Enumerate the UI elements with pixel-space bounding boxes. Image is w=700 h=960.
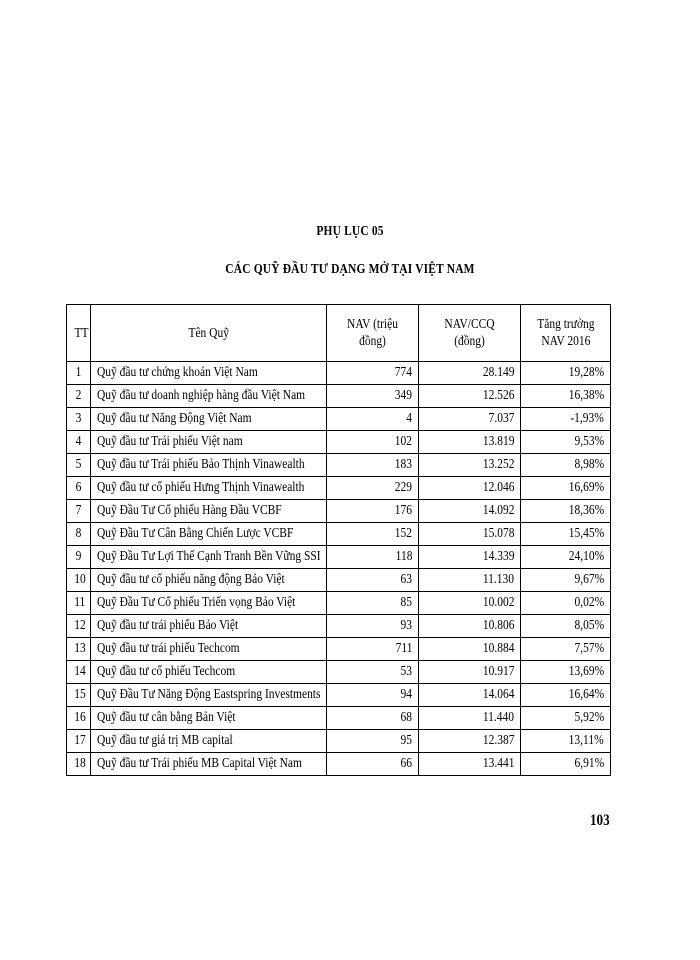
header-nav-text: NAV (triệu đồng)	[347, 317, 398, 349]
row-number: 4	[75, 434, 82, 449]
fund-name-cell	[91, 500, 327, 523]
fund-nav-cell	[327, 684, 419, 707]
fund-nav-growth-cell	[521, 431, 611, 454]
fund-nav-growth: 19,28%	[568, 365, 604, 380]
fund-name-cell	[91, 615, 327, 638]
fund-nav-per-unit: 28.149	[482, 365, 514, 380]
fund-nav-growth: 8,05%	[574, 618, 604, 633]
fund-nav: 85	[400, 595, 412, 610]
fund-name-cell	[91, 477, 327, 500]
fund-nav-per-unit-cell	[419, 546, 521, 569]
fund-name-cell	[91, 362, 327, 385]
fund-nav-per-unit-cell	[419, 707, 521, 730]
header-tt-text: TT	[74, 325, 89, 341]
fund-name-cell	[91, 385, 327, 408]
fund-nav-cell	[327, 500, 419, 523]
fund-nav: 102	[394, 434, 412, 449]
fund-nav-growth: 16,64%	[568, 687, 604, 702]
fund-name: Quỹ đầu tư giá trị MB capital	[97, 733, 233, 748]
funds-table	[66, 304, 611, 776]
fund-nav-per-unit-cell	[419, 615, 521, 638]
table-body	[67, 362, 611, 776]
fund-name-cell	[91, 523, 327, 546]
row-number-cell	[67, 431, 91, 454]
fund-nav-per-unit-cell	[419, 500, 521, 523]
fund-nav-per-unit: 12.526	[482, 388, 514, 403]
fund-nav-per-unit-cell	[419, 638, 521, 661]
fund-nav: 152	[394, 526, 412, 541]
header-nav-ccq-text: NAV/CCQ (đồng)	[444, 317, 495, 349]
fund-nav-growth-cell	[521, 385, 611, 408]
appendix-title: PHỤ LỤC 05	[316, 224, 384, 239]
row-number-cell	[67, 454, 91, 477]
table-row	[67, 385, 611, 408]
fund-name: Quỹ đầu tư chứng khoán Việt Nam	[97, 365, 258, 380]
row-number-cell	[67, 684, 91, 707]
fund-nav-cell	[327, 592, 419, 615]
fund-nav: 711	[395, 641, 412, 656]
fund-name: Quỹ đầu tư Trái phiếu Việt nam	[97, 434, 243, 449]
row-number-cell	[67, 753, 91, 776]
fund-name: Quỹ Đầu Tư Cổ phiếu Hàng Đầu VCBF	[97, 503, 282, 518]
fund-name: Quỹ đầu tư cân bằng Bản Việt	[97, 710, 236, 725]
fund-nav-per-unit: 10.884	[482, 641, 514, 656]
fund-name: Quỹ đầu tư trái phiếu Bảo Việt	[97, 618, 239, 633]
fund-nav-per-unit: 13.252	[482, 457, 514, 472]
table-row	[67, 730, 611, 753]
table-row	[67, 638, 611, 661]
row-number: 16	[74, 710, 86, 725]
table-row	[67, 546, 611, 569]
fund-nav-per-unit: 14.339	[482, 549, 514, 564]
table-row	[67, 684, 611, 707]
fund-name: Quỹ đầu tư Trái phiếu MB Capital Việt Nam	[97, 756, 302, 771]
fund-nav-per-unit-cell	[419, 454, 521, 477]
fund-nav-growth-cell	[521, 362, 611, 385]
fund-nav: 93	[400, 618, 412, 633]
fund-nav: 774	[394, 365, 412, 380]
fund-nav-per-unit-cell	[419, 684, 521, 707]
row-number-cell	[67, 569, 91, 592]
row-number: 13	[74, 641, 86, 656]
row-number-cell	[67, 477, 91, 500]
row-number: 10	[74, 572, 86, 587]
fund-nav-per-unit-cell	[419, 569, 521, 592]
fund-name: Quỹ đầu tư cổ phiếu Techcom	[97, 664, 236, 679]
row-number-cell	[67, 385, 91, 408]
fund-name: Quỹ Đầu Tư Năng Động Eastspring Investments	[97, 687, 321, 702]
row-number: 9	[75, 549, 82, 564]
fund-name-cell	[91, 431, 327, 454]
fund-nav-per-unit-cell	[419, 661, 521, 684]
fund-nav-growth-cell	[521, 500, 611, 523]
fund-nav: 4	[406, 411, 412, 426]
fund-name-cell	[91, 661, 327, 684]
fund-nav-growth: 9,67%	[574, 572, 604, 587]
fund-name: Quỹ Đầu Tư Lợi Thế Cạnh Tranh Bền Vững SSI	[97, 549, 321, 564]
page-number: 103	[590, 812, 610, 829]
row-number: 12	[74, 618, 86, 633]
fund-nav-growth: 0,02%	[574, 595, 604, 610]
fund-nav-growth: 24,10%	[568, 549, 604, 564]
row-number-cell	[67, 362, 91, 385]
fund-nav-per-unit: 12.387	[482, 733, 514, 748]
table-row	[67, 569, 611, 592]
header-growth-line2: NAV 2016	[540, 334, 591, 349]
fund-name: Quỹ Đầu Tư Cân Bằng Chiến Lược VCBF	[97, 526, 294, 541]
fund-nav-per-unit-cell	[419, 730, 521, 753]
fund-nav-cell	[327, 707, 419, 730]
fund-nav-growth-cell	[521, 523, 611, 546]
fund-nav-growth-cell	[521, 753, 611, 776]
fund-nav-growth: 13,69%	[568, 664, 604, 679]
table-title: CÁC QUỸ ĐẦU TƯ DẠNG MỞ TẠI VIỆT NAM	[225, 262, 475, 277]
fund-nav-per-unit: 13.441	[482, 756, 514, 771]
fund-nav-per-unit-cell	[419, 523, 521, 546]
fund-nav-growth-cell	[521, 569, 611, 592]
fund-name-cell	[91, 592, 327, 615]
fund-nav-growth-cell	[521, 546, 611, 569]
table-row	[67, 523, 611, 546]
fund-nav-cell	[327, 523, 419, 546]
fund-nav-cell	[327, 477, 419, 500]
fund-name: Quỹ đầu tư cổ phiếu năng động Bảo Việt	[97, 572, 285, 587]
fund-nav-per-unit-cell	[419, 362, 521, 385]
table-row	[67, 592, 611, 615]
fund-name: Quỹ đầu tư doanh nghiệp hàng đầu Việt Nam	[97, 388, 306, 403]
fund-nav-per-unit-cell	[419, 477, 521, 500]
fund-nav-growth: 5,92%	[574, 710, 604, 725]
header-growth	[521, 305, 611, 362]
fund-nav: 118	[395, 549, 412, 564]
fund-nav-growth: 16,38%	[568, 388, 604, 403]
fund-nav: 95	[400, 733, 412, 748]
fund-name: Quỹ đầu tư Trái phiếu Bảo Thịnh Vinawealth	[97, 457, 305, 472]
fund-nav-per-unit: 11.440	[482, 710, 514, 725]
row-number-cell	[67, 546, 91, 569]
fund-nav-per-unit: 13.819	[482, 434, 514, 449]
row-number: 18	[74, 756, 86, 771]
fund-nav-cell	[327, 431, 419, 454]
row-number: 7	[75, 503, 82, 518]
fund-nav: 176	[394, 503, 412, 518]
row-number-cell	[67, 730, 91, 753]
table-row	[67, 615, 611, 638]
fund-name-cell	[91, 569, 327, 592]
fund-name-cell	[91, 454, 327, 477]
fund-nav-growth: 6,91%	[574, 756, 604, 771]
fund-name-cell	[91, 730, 327, 753]
fund-name: Quỹ đầu tư Năng Động Việt Nam	[97, 411, 252, 426]
fund-nav-per-unit: 10.002	[482, 595, 514, 610]
fund-nav-per-unit-cell	[419, 408, 521, 431]
fund-name: Quỹ đầu tư cổ phiếu Hưng Thịnh Vinawealth	[97, 480, 305, 495]
row-number: 1	[75, 365, 82, 380]
fund-nav-growth-cell	[521, 477, 611, 500]
row-number: 15	[74, 687, 86, 702]
fund-nav-per-unit: 7.037	[488, 411, 514, 426]
fund-nav-cell	[327, 569, 419, 592]
row-number: 6	[75, 480, 82, 495]
row-number-cell	[67, 638, 91, 661]
fund-nav-growth-cell	[521, 454, 611, 477]
fund-nav-per-unit-cell	[419, 753, 521, 776]
fund-nav-cell	[327, 362, 419, 385]
header-nav	[327, 305, 419, 362]
table-row	[67, 477, 611, 500]
fund-nav: 68	[400, 710, 412, 725]
fund-nav-per-unit: 12.046	[482, 480, 514, 495]
fund-nav-per-unit: 14.092	[482, 503, 514, 518]
table-header-row	[67, 305, 611, 362]
fund-nav-per-unit: 14.064	[482, 687, 514, 702]
fund-nav-per-unit: 11.130	[482, 572, 514, 587]
fund-name-cell	[91, 638, 327, 661]
fund-nav-per-unit: 15.078	[482, 526, 514, 541]
fund-nav-growth-cell	[521, 730, 611, 753]
row-number-cell	[67, 661, 91, 684]
fund-nav-cell	[327, 408, 419, 431]
fund-nav-growth: 9,53%	[574, 434, 604, 449]
row-number: 8	[75, 526, 82, 541]
fund-name-cell	[91, 707, 327, 730]
row-number: 17	[74, 733, 86, 748]
fund-nav-growth-cell	[521, 638, 611, 661]
row-number-cell	[67, 592, 91, 615]
fund-nav-growth-cell	[521, 615, 611, 638]
fund-nav: 66	[400, 756, 412, 771]
fund-name-cell	[91, 546, 327, 569]
fund-name-cell	[91, 408, 327, 431]
fund-nav-growth-cell	[521, 707, 611, 730]
fund-nav-per-unit: 10.917	[482, 664, 514, 679]
row-number-cell	[67, 523, 91, 546]
row-number-cell	[67, 500, 91, 523]
table-row	[67, 408, 611, 431]
table-row	[67, 707, 611, 730]
fund-nav-growth-cell	[521, 661, 611, 684]
table-row	[67, 753, 611, 776]
fund-name-cell	[91, 684, 327, 707]
row-number: 11	[74, 595, 86, 610]
fund-name-cell	[91, 753, 327, 776]
header-name-text: Tên Quỹ	[188, 325, 229, 341]
fund-nav-per-unit: 10.806	[482, 618, 514, 633]
fund-nav-growth-cell	[521, 592, 611, 615]
fund-nav-cell	[327, 454, 419, 477]
header-growth-line1: Tăng trưởng	[536, 317, 595, 332]
row-number-cell	[67, 707, 91, 730]
fund-nav-growth: 13,11%	[569, 733, 604, 748]
fund-nav-growth: -1,93%	[570, 411, 604, 426]
fund-nav-cell	[327, 546, 419, 569]
row-number: 3	[75, 411, 82, 426]
table-row	[67, 431, 611, 454]
header-nav-ccq	[419, 305, 521, 362]
fund-nav-per-unit-cell	[419, 385, 521, 408]
fund-name: Quỹ Đầu Tư Cổ phiếu Triển vọng Bảo Việt	[97, 595, 296, 610]
fund-nav: 229	[394, 480, 412, 495]
fund-nav: 349	[394, 388, 412, 403]
fund-nav: 63	[400, 572, 412, 587]
fund-nav: 53	[400, 664, 412, 679]
fund-nav-cell	[327, 638, 419, 661]
fund-nav-cell	[327, 661, 419, 684]
row-number-cell	[67, 408, 91, 431]
fund-name: Quỹ đầu tư trái phiếu Techcom	[97, 641, 240, 656]
row-number: 14	[74, 664, 86, 679]
fund-nav-growth: 8,98%	[574, 457, 604, 472]
fund-nav-cell	[327, 730, 419, 753]
table-row	[67, 661, 611, 684]
header-name	[91, 305, 327, 362]
header-tt	[67, 305, 91, 362]
fund-nav-growth: 18,36%	[568, 503, 604, 518]
fund-nav: 183	[394, 457, 412, 472]
fund-nav-growth-cell	[521, 408, 611, 431]
fund-nav-growth: 7,57%	[574, 641, 604, 656]
fund-nav-cell	[327, 753, 419, 776]
fund-nav-growth: 15,45%	[568, 526, 604, 541]
row-number: 5	[75, 457, 82, 472]
row-number: 2	[75, 388, 82, 403]
row-number-cell	[67, 615, 91, 638]
table-row	[67, 454, 611, 477]
table-row	[67, 362, 611, 385]
fund-nav: 94	[400, 687, 412, 702]
fund-nav-growth: 16,69%	[568, 480, 604, 495]
fund-nav-cell	[327, 615, 419, 638]
fund-nav-per-unit-cell	[419, 592, 521, 615]
table-row	[67, 500, 611, 523]
fund-nav-growth-cell	[521, 684, 611, 707]
fund-nav-per-unit-cell	[419, 431, 521, 454]
fund-nav-cell	[327, 385, 419, 408]
